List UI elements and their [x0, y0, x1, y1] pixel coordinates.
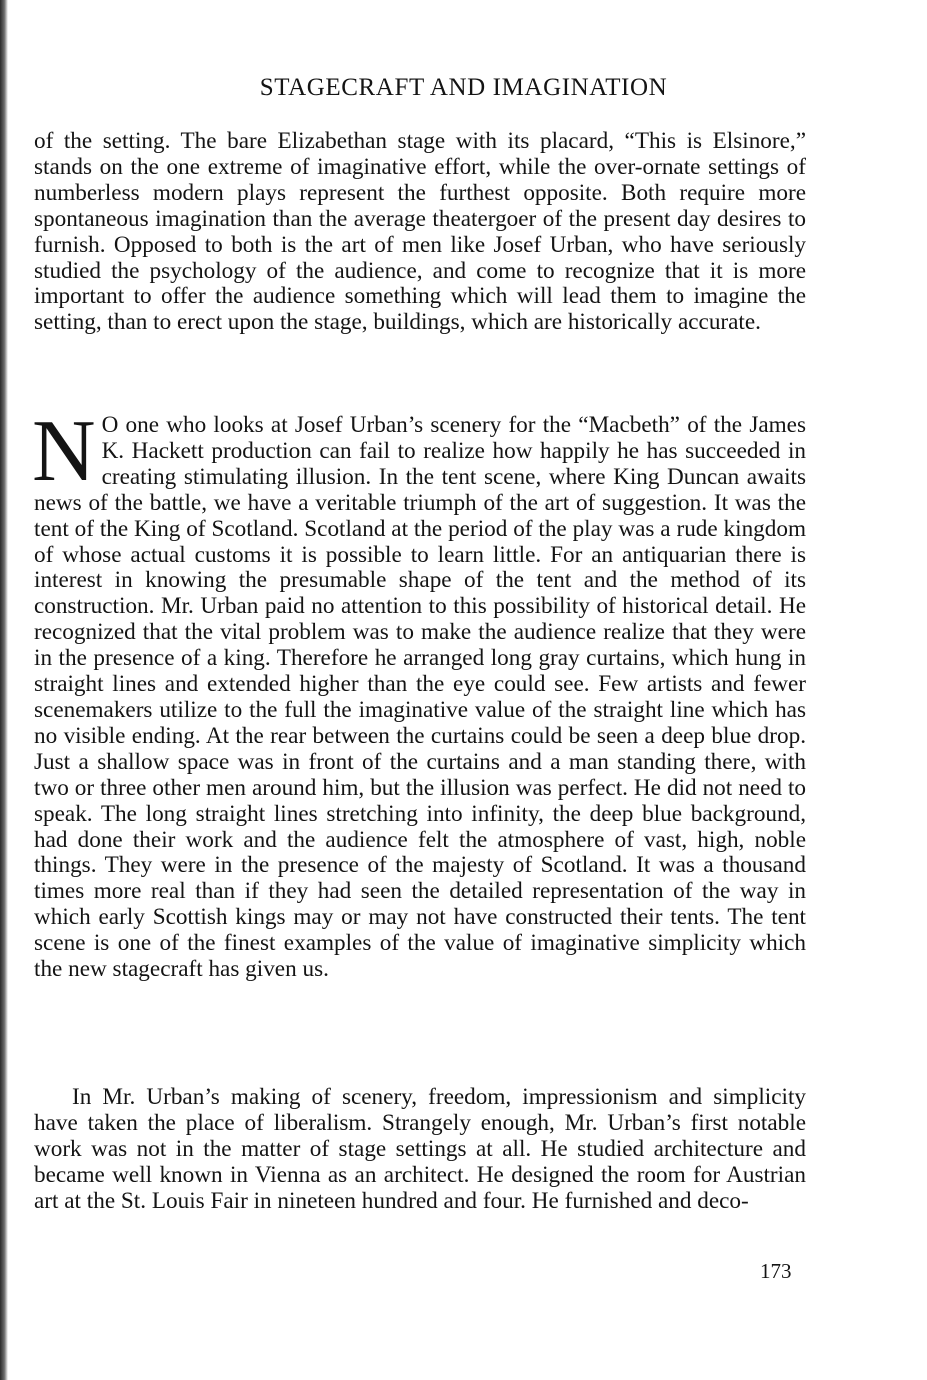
paragraph-text: O one who looks at Josef Urban’s scenery for the “Macbeth” of the James K. Hackett production can fail to realize how happily he has succeeded in creating stimulating illusion. In the tent scene, where King Duncan awaits news of the battle, we have a veritable triumph of the art of suggestion. It was the tent of the King of Scotland. Scotland at the period of the play was a rude kingdom of whose actual customs it is possible to learn little. For an antiquarian there is interest in knowing the presumable shape of the tent and the method of its construction. Mr. Urban paid no attention to this possibility of historical detail. He recognized that the vital problem was to make the audience realize that they were in the presence of a king. Therefore he arranged long gray curtains, which hung in straight lines and extended higher than the eye could see. Few artists and fewer scenemakers utilize to the full the imaginative value of the straight line which has no visible ending. At the rear between the curtains could be seen a deep blue drop. Just a shallow space was in front of the curtains and a man standing there, with two or three other men around him, but the illusion was perfect. He did not need to speak. The long straight lines stretching into infinity, the deep blue background, had done their work and the audience felt the atmosphere of vast, high, noble things. They were in the presence of the majesty of Scotland. It was a thousand times more real than if they had seen the detailed representation of the way in which early Scottish kings may or may not have constructed their tents. The tent scene is one of the finest examples of the value of imaginative simplicity which the new stagecraft has given us. [34, 412, 806, 983]
paragraph-with-drop-cap [32, 403, 806, 983]
paragraph-continued [34, 129, 806, 336]
paragraph-text: of the setting. The bare Elizabethan stage with its placard, “This is Elsinore,” stands on the one extreme of imaginative effort, while the over-ornate settings of numberless modern plays represent the furthest opposite. Both require more spontaneous imagination than the average theatergoer of the present day desires to furnish. Opposed to both is the art of men like Josef Urban, who have seriously studied the psychology of the audience, and come to recognize that it is more important to offer the audience something which will lead them to imagine the setting, than to erect upon the stage, buildings, which are historically accurate. [34, 128, 806, 336]
running-head: STAGECRAFT AND IMAGINATION [259, 74, 668, 101]
drop-cap-initial: N [32, 403, 96, 500]
page-binding-shadow [0, 0, 8, 1380]
page-number: 173 [760, 1259, 792, 1283]
paragraph-text: In Mr. Urban’s making of scenery, freedom, impressionism and simplicity have taken the place of liberalism. Strangely enough, Mr. Urban’s first notable work was not in the matter of stage settings at all. He studied architecture and became well known in Vienna as an architect. He designed the room for Austrian art at the St. Louis Fair in nineteen hundred and four. He furnished and deco- [34, 1084, 806, 1214]
paragraph-indented [34, 1085, 806, 1215]
